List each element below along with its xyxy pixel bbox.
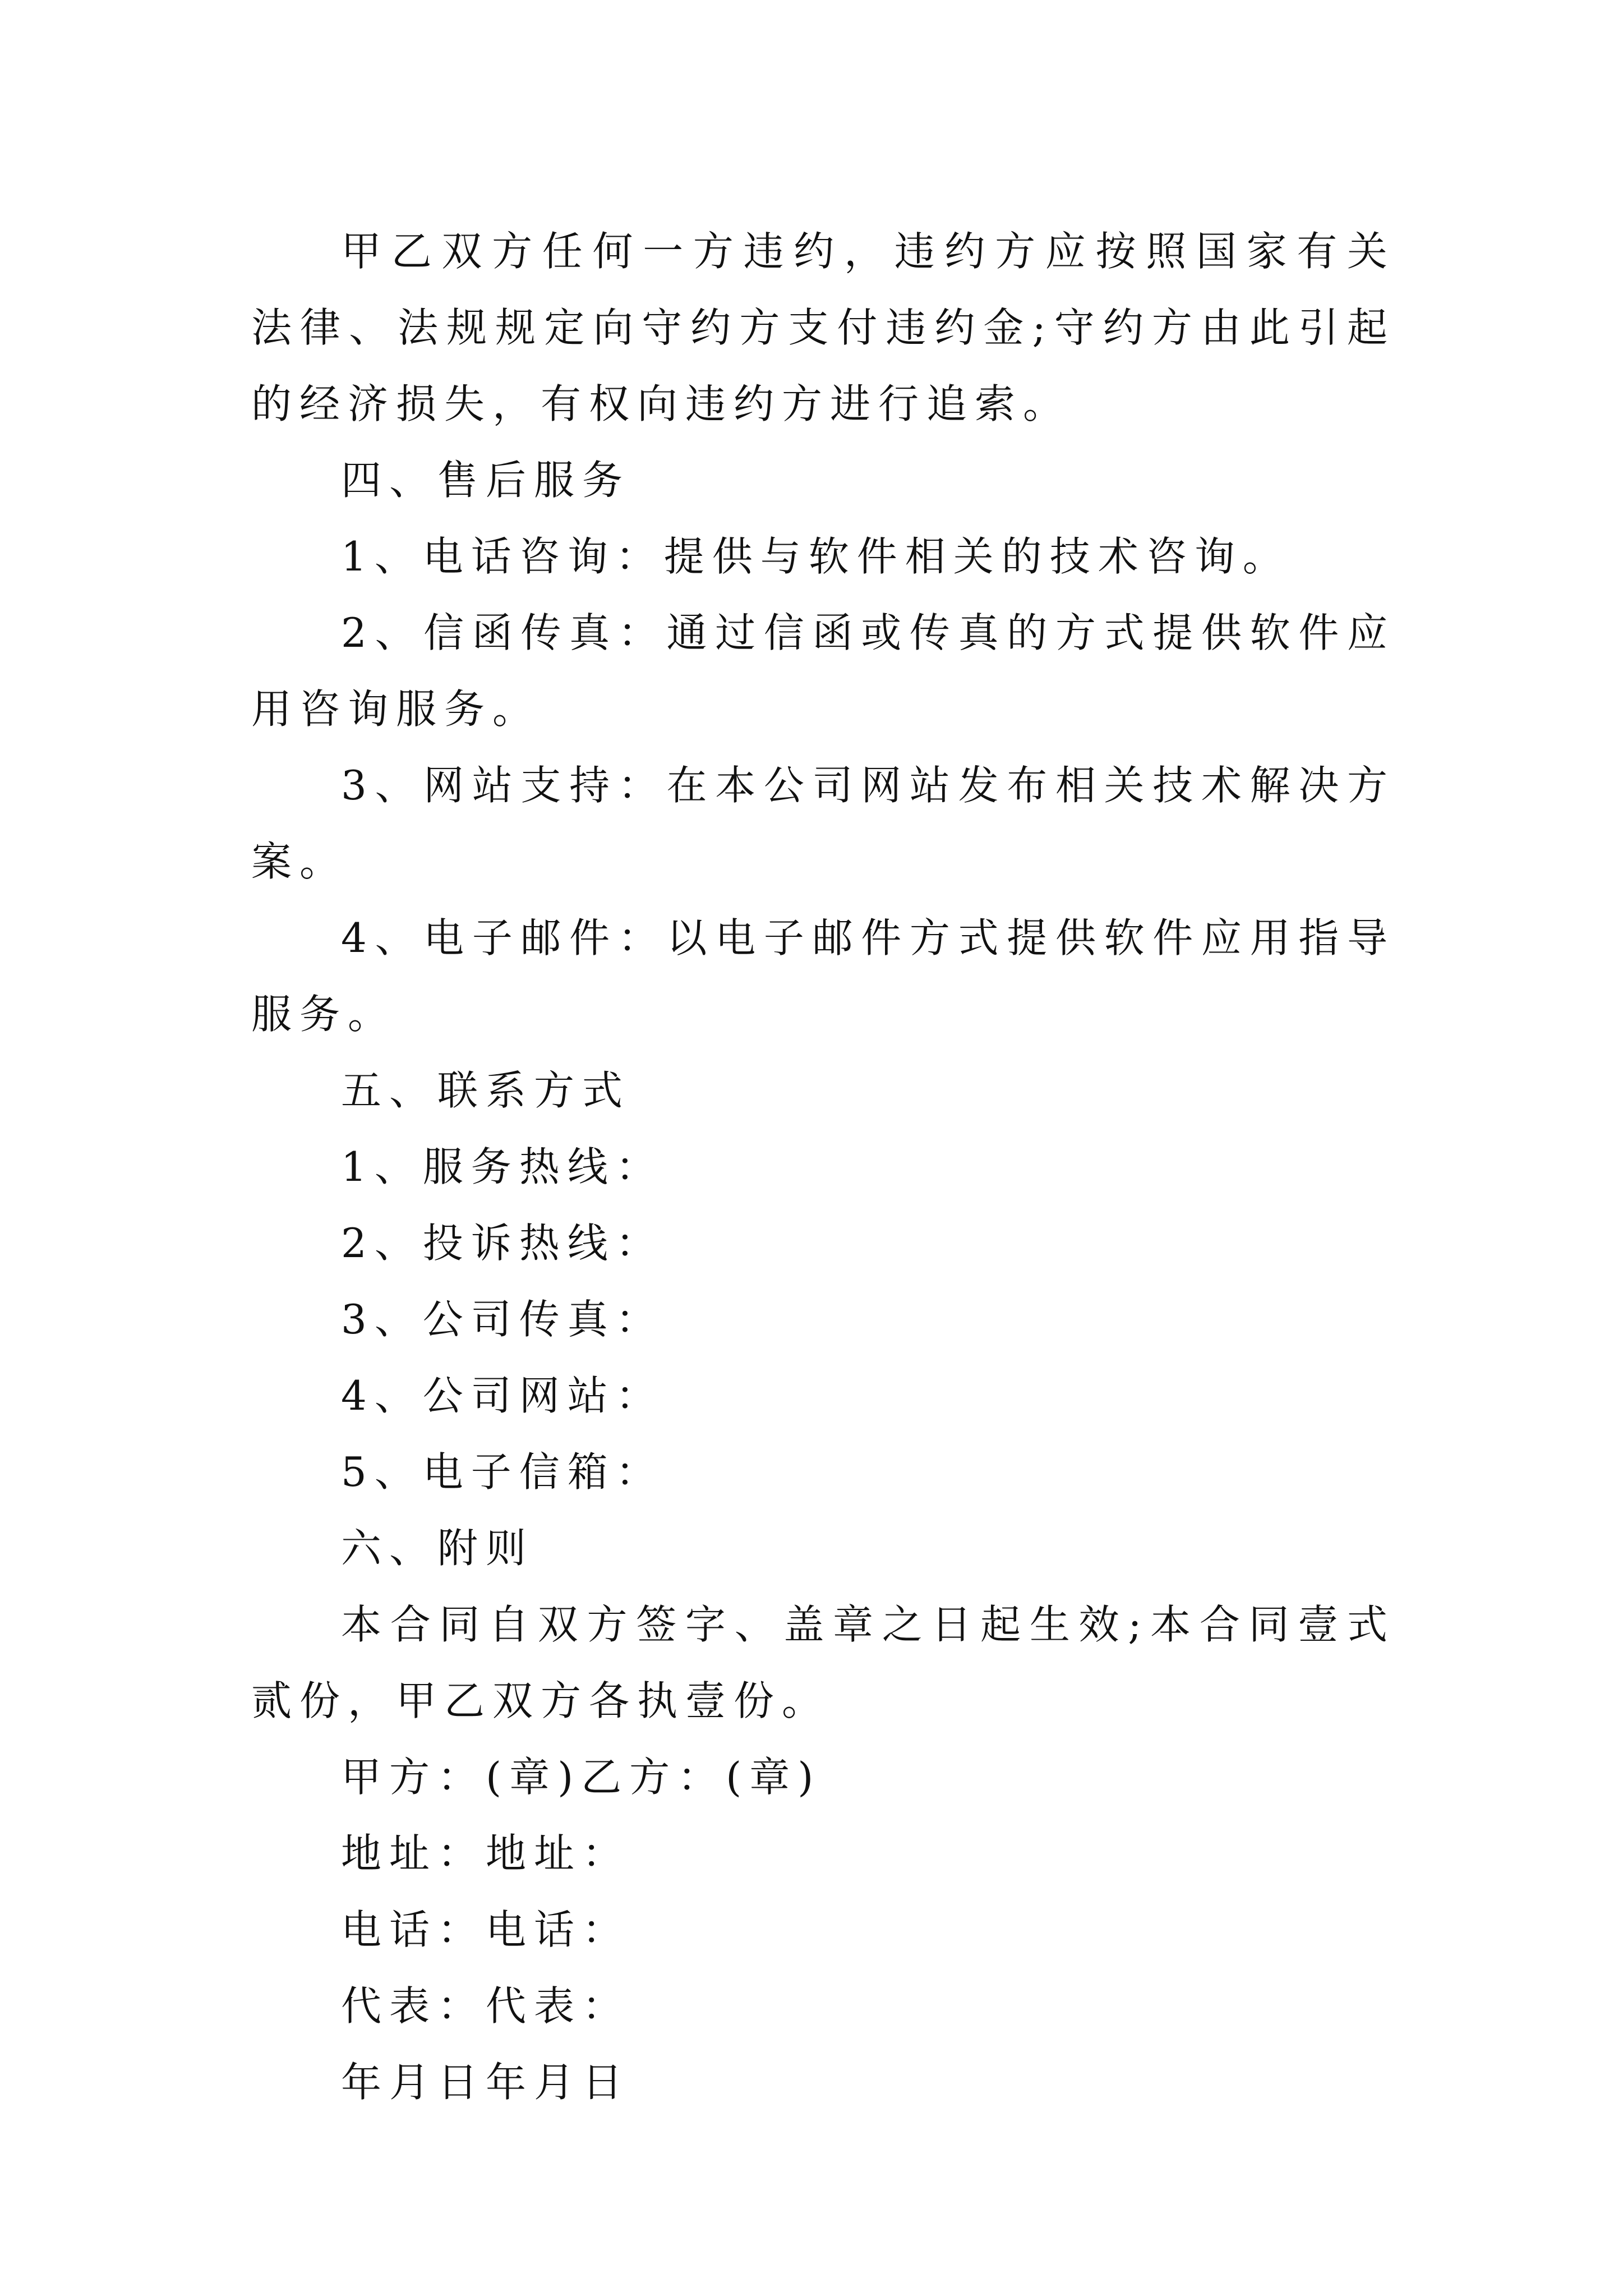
contact-item-email: 5、电子信箱： [341,1448,664,1496]
section-heading-after-sales: 四、售后服务 [341,457,631,504]
contact-item-complaint-hotline: 2、投诉热线： [341,1220,664,1267]
signature-line-representative: 代表：代表： [341,1982,631,2030]
contact-item-company-website: 4、公司网站： [341,1372,664,1419]
signature-line-address: 地址：地址： [341,1830,631,1877]
after-sales-item-email: 4、电子邮件：以电子邮件方式提供软件应用指导服务。 [251,914,1395,1038]
section-heading-contact: 五、联系方式 [341,1067,631,1114]
breach-paragraph: 甲乙双方任何一方违约，违约方应按照国家有关法律、法规规定向守约方支付违约金;守约方由此引起的经济损失，有权向违约方进行追索。 [251,228,1395,427]
effectiveness-paragraph: 本合同自双方签字、盖章之日起生效;本合同壹式贰份，甲乙双方各执壹份。 [251,1601,1395,1724]
after-sales-item-fax: 2、信函传真：通过信函或传真的方式提供软件应用咨询服务。 [251,609,1395,733]
section-heading-supplementary: 六、附则 [341,1525,534,1572]
after-sales-item-phone: 1、电话咨询：提供与软件相关的技术咨询。 [341,533,1291,580]
signature-line-phone: 电话：电话： [341,1906,631,1953]
contact-item-service-hotline: 1、服务热线： [341,1143,664,1190]
document-body [251,213,1395,2120]
contact-item-company-fax: 3、公司传真： [341,1296,664,1343]
after-sales-item-website: 3、网站支持：在本公司网站发布相关技术解决方案。 [251,762,1395,885]
signature-line-date: 年月日年月日 [341,2059,631,2106]
signature-line-seal: 甲方：(章)乙方：(章) [341,1754,822,1801]
